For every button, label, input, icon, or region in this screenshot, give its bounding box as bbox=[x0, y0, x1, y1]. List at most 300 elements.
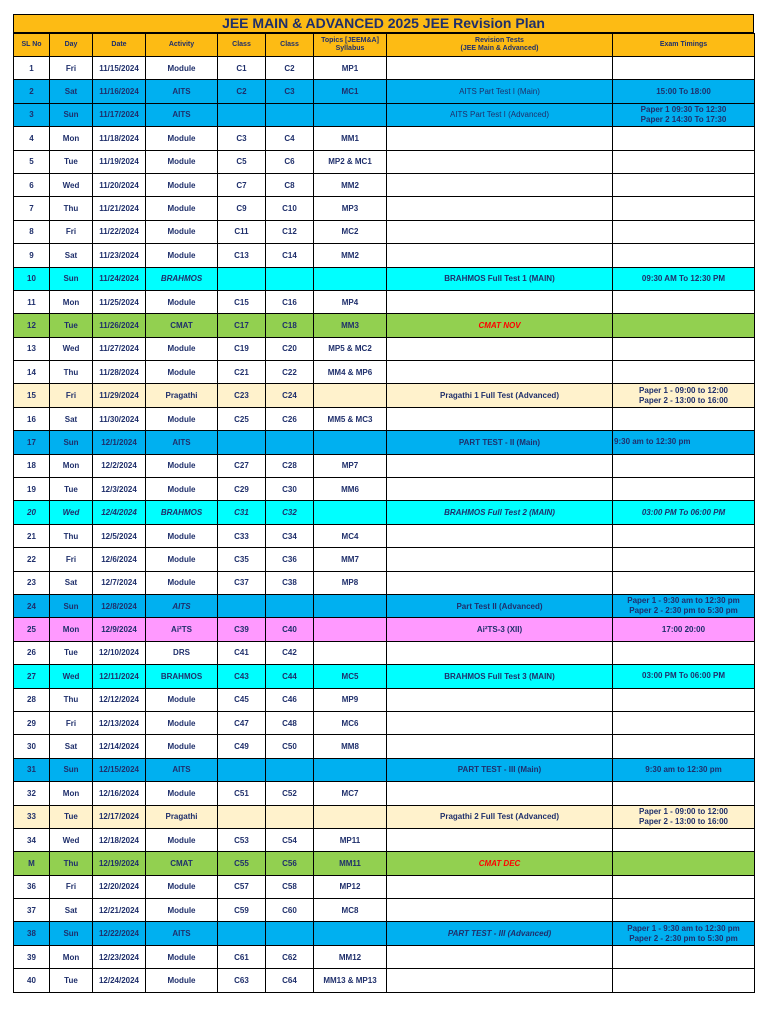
table-row bbox=[14, 524, 755, 547]
date-cell: 11/19/2024 bbox=[93, 150, 146, 173]
exam-timing-cell bbox=[613, 150, 755, 173]
activity-cell: Module bbox=[146, 150, 218, 173]
date-cell: 11/29/2024 bbox=[93, 384, 146, 407]
class-2-cell: C64 bbox=[266, 969, 314, 992]
date-cell: 12/3/2024 bbox=[93, 478, 146, 501]
activity-cell: AITS bbox=[146, 594, 218, 617]
topics-cell: MP9 bbox=[314, 688, 387, 711]
topics-cell: MM4 & MP6 bbox=[314, 361, 387, 384]
topics-cell bbox=[314, 431, 387, 454]
exam-timing-line-2: Paper 2 14:30 To 17:30 bbox=[640, 114, 727, 124]
topics-cell bbox=[314, 922, 387, 945]
exam-timing-line-1: 9:30 am to 12:30 pm bbox=[614, 437, 691, 447]
table-row bbox=[14, 384, 755, 407]
class-1-cell: C2 bbox=[218, 80, 266, 103]
class-1-cell bbox=[218, 267, 266, 290]
class-1-cell: C33 bbox=[218, 524, 266, 547]
sl-cell: 19 bbox=[14, 478, 50, 501]
activity-cell: BRAHMOS bbox=[146, 665, 218, 688]
topics-cell: MP2 & MC1 bbox=[314, 150, 387, 173]
revision-test-cell bbox=[387, 197, 613, 220]
class-2-cell bbox=[266, 594, 314, 617]
date-cell: 11/17/2024 bbox=[93, 103, 146, 126]
day-cell: Sat bbox=[50, 571, 93, 594]
revision-test-cell: BRAHMOS Full Test 1 (MAIN) bbox=[387, 267, 613, 290]
revision-test-cell: CMAT DEC bbox=[387, 852, 613, 875]
class-1-cell: C13 bbox=[218, 244, 266, 267]
exam-timing-cell bbox=[613, 407, 755, 430]
date-cell: 12/9/2024 bbox=[93, 618, 146, 641]
sl-cell: 38 bbox=[14, 922, 50, 945]
sl-cell: 10 bbox=[14, 267, 50, 290]
topics-cell: MP1 bbox=[314, 57, 387, 80]
class-1-cell: C25 bbox=[218, 407, 266, 430]
sl-cell: 21 bbox=[14, 524, 50, 547]
class-1-cell: C9 bbox=[218, 197, 266, 220]
exam-timing-line-1: Paper 1 09:30 To 12:30 bbox=[640, 104, 727, 114]
class-2-cell: C28 bbox=[266, 454, 314, 477]
class-2-cell: C36 bbox=[266, 548, 314, 571]
table-row bbox=[14, 478, 755, 501]
day-cell: Sun bbox=[50, 431, 93, 454]
exam-timing-cell bbox=[613, 688, 755, 711]
topics-cell: MC2 bbox=[314, 220, 387, 243]
date-cell: 12/8/2024 bbox=[93, 594, 146, 617]
activity-cell: Pragathi bbox=[146, 384, 218, 407]
table-row bbox=[14, 80, 755, 103]
header-revision-line1: Revision Tests bbox=[475, 37, 524, 44]
exam-timing-cell bbox=[613, 197, 755, 220]
date-cell: 11/23/2024 bbox=[93, 244, 146, 267]
day-cell: Thu bbox=[50, 688, 93, 711]
topics-cell: MC7 bbox=[314, 782, 387, 805]
table-row bbox=[14, 758, 755, 781]
day-cell: Fri bbox=[50, 711, 93, 734]
day-cell: Tue bbox=[50, 641, 93, 664]
exam-timing-cell bbox=[613, 758, 755, 781]
class-1-cell bbox=[218, 594, 266, 617]
date-cell: 12/4/2024 bbox=[93, 501, 146, 524]
topics-cell: MP5 & MC2 bbox=[314, 337, 387, 360]
class-1-cell: C21 bbox=[218, 361, 266, 384]
table-row bbox=[14, 688, 755, 711]
day-cell: Fri bbox=[50, 57, 93, 80]
revision-test-cell bbox=[387, 688, 613, 711]
date-cell: 12/14/2024 bbox=[93, 735, 146, 758]
revision-test-cell: BRAHMOS Full Test 3 (MAIN) bbox=[387, 665, 613, 688]
exam-timing-line-1: 03:00 PM To 06:00 PM bbox=[641, 507, 726, 517]
class-2-cell: C42 bbox=[266, 641, 314, 664]
class-1-cell: C39 bbox=[218, 618, 266, 641]
class-1-cell: C15 bbox=[218, 290, 266, 313]
sl-cell: 33 bbox=[14, 805, 50, 828]
exam-timing-cell bbox=[613, 244, 755, 267]
table-row bbox=[14, 852, 755, 875]
table-row bbox=[14, 103, 755, 126]
activity-cell: Ai²TS bbox=[146, 618, 218, 641]
topics-cell bbox=[314, 267, 387, 290]
topics-cell: MM11 bbox=[314, 852, 387, 875]
class-1-cell: C63 bbox=[218, 969, 266, 992]
sl-cell: 15 bbox=[14, 384, 50, 407]
class-1-cell: C7 bbox=[218, 173, 266, 196]
class-1-cell: C51 bbox=[218, 782, 266, 805]
table-row bbox=[14, 805, 755, 828]
day-cell: Fri bbox=[50, 875, 93, 898]
exam-timing-line-2: Paper 2 - 2:30 pm to 5:30 pm bbox=[629, 933, 738, 943]
class-2-cell bbox=[266, 758, 314, 781]
activity-cell: AITS bbox=[146, 80, 218, 103]
sl-cell: 28 bbox=[14, 688, 50, 711]
exam-timing-cell bbox=[613, 80, 755, 103]
activity-cell: Module bbox=[146, 782, 218, 805]
revision-test-cell bbox=[387, 945, 613, 968]
exam-timing-cell bbox=[613, 431, 755, 454]
class-2-cell: C48 bbox=[266, 711, 314, 734]
date-cell: 12/22/2024 bbox=[93, 922, 146, 945]
exam-timing-cell bbox=[613, 290, 755, 313]
day-cell: Sat bbox=[50, 899, 93, 922]
class-2-cell bbox=[266, 267, 314, 290]
exam-timing-cell bbox=[613, 899, 755, 922]
activity-cell: AITS bbox=[146, 922, 218, 945]
exam-timing-cell bbox=[613, 127, 755, 150]
topics-cell: MP4 bbox=[314, 290, 387, 313]
exam-timing-line-1: Paper 1 - 09:00 to 12:00 bbox=[639, 806, 728, 816]
date-cell: 12/13/2024 bbox=[93, 711, 146, 734]
revision-test-cell bbox=[387, 407, 613, 430]
exam-timing-cell bbox=[613, 875, 755, 898]
activity-cell: DRS bbox=[146, 641, 218, 664]
activity-cell: Module bbox=[146, 711, 218, 734]
sl-cell: 26 bbox=[14, 641, 50, 664]
sl-cell: 14 bbox=[14, 361, 50, 384]
activity-cell: Module bbox=[146, 244, 218, 267]
page-title: JEE MAIN & ADVANCED 2025 JEE Revision Plan bbox=[13, 14, 754, 33]
date-cell: 12/18/2024 bbox=[93, 828, 146, 851]
day-cell: Fri bbox=[50, 548, 93, 571]
revision-test-cell bbox=[387, 290, 613, 313]
sl-cell: 13 bbox=[14, 337, 50, 360]
topics-cell: MM13 & MP13 bbox=[314, 969, 387, 992]
exam-timing-cell bbox=[613, 922, 755, 945]
sl-cell: 3 bbox=[14, 103, 50, 126]
day-cell: Wed bbox=[50, 173, 93, 196]
class-2-cell: C46 bbox=[266, 688, 314, 711]
activity-cell: Module bbox=[146, 571, 218, 594]
header-topics-line1: Topics [JEEM&A] bbox=[321, 37, 379, 44]
day-cell: Wed bbox=[50, 828, 93, 851]
class-2-cell: C16 bbox=[266, 290, 314, 313]
exam-timing-cell bbox=[613, 220, 755, 243]
topics-cell: MM2 bbox=[314, 244, 387, 267]
date-cell: 11/25/2024 bbox=[93, 290, 146, 313]
activity-cell: Module bbox=[146, 337, 218, 360]
exam-timing-cell bbox=[613, 805, 755, 828]
class-2-cell bbox=[266, 922, 314, 945]
activity-cell: Module bbox=[146, 454, 218, 477]
table-row bbox=[14, 267, 755, 290]
activity-cell: CMAT bbox=[146, 852, 218, 875]
revision-test-cell: PART TEST - III (Main) bbox=[387, 758, 613, 781]
table-row bbox=[14, 127, 755, 150]
revision-test-cell bbox=[387, 524, 613, 547]
sl-cell: 18 bbox=[14, 454, 50, 477]
schedule-table bbox=[13, 33, 755, 993]
date-cell: 12/12/2024 bbox=[93, 688, 146, 711]
date-cell: 12/23/2024 bbox=[93, 945, 146, 968]
topics-cell: MM2 bbox=[314, 173, 387, 196]
revision-test-cell bbox=[387, 127, 613, 150]
date-cell: 12/17/2024 bbox=[93, 805, 146, 828]
topics-cell bbox=[314, 641, 387, 664]
sl-cell: 8 bbox=[14, 220, 50, 243]
class-2-cell: C58 bbox=[266, 875, 314, 898]
schedule-body bbox=[14, 57, 755, 993]
topics-cell: MC1 bbox=[314, 80, 387, 103]
sl-cell: 23 bbox=[14, 571, 50, 594]
exam-timing-cell bbox=[613, 524, 755, 547]
sl-cell: 27 bbox=[14, 665, 50, 688]
header-sl-no: SL No bbox=[14, 34, 50, 57]
day-cell: Mon bbox=[50, 290, 93, 313]
sl-cell: 29 bbox=[14, 711, 50, 734]
exam-timing-cell bbox=[613, 594, 755, 617]
activity-cell: Module bbox=[146, 361, 218, 384]
revision-test-cell bbox=[387, 641, 613, 664]
table-row bbox=[14, 641, 755, 664]
day-cell: Sat bbox=[50, 735, 93, 758]
sl-cell: 20 bbox=[14, 501, 50, 524]
exam-timing-cell bbox=[613, 945, 755, 968]
class-2-cell: C62 bbox=[266, 945, 314, 968]
topics-cell: MM3 bbox=[314, 314, 387, 337]
exam-timing-cell bbox=[613, 478, 755, 501]
activity-cell: Module bbox=[146, 969, 218, 992]
topics-cell: MC6 bbox=[314, 711, 387, 734]
revision-test-cell: BRAHMOS Full Test 2 (MAIN) bbox=[387, 501, 613, 524]
table-row bbox=[14, 711, 755, 734]
class-1-cell: C61 bbox=[218, 945, 266, 968]
class-2-cell: C54 bbox=[266, 828, 314, 851]
revision-test-cell bbox=[387, 478, 613, 501]
class-1-cell: C3 bbox=[218, 127, 266, 150]
exam-timing-line-2: Paper 2 - 2:30 pm to 5:30 pm bbox=[629, 606, 738, 616]
table-row bbox=[14, 899, 755, 922]
topics-cell: MP12 bbox=[314, 875, 387, 898]
exam-timing-cell bbox=[613, 665, 755, 688]
revision-test-cell: AITS Part Test I (Advanced) bbox=[387, 103, 613, 126]
class-2-cell: C10 bbox=[266, 197, 314, 220]
exam-timing-cell bbox=[613, 173, 755, 196]
topics-cell: MP3 bbox=[314, 197, 387, 220]
revision-test-cell: Pragathi 1 Full Test (Advanced) bbox=[387, 384, 613, 407]
sl-cell: 40 bbox=[14, 969, 50, 992]
table-row bbox=[14, 571, 755, 594]
class-2-cell: C18 bbox=[266, 314, 314, 337]
class-1-cell: C17 bbox=[218, 314, 266, 337]
class-1-cell: C55 bbox=[218, 852, 266, 875]
class-2-cell bbox=[266, 805, 314, 828]
sl-cell: 9 bbox=[14, 244, 50, 267]
exam-timing-line-2: Paper 2 - 13:00 to 16:00 bbox=[639, 395, 728, 405]
class-1-cell: C5 bbox=[218, 150, 266, 173]
activity-cell: Module bbox=[146, 688, 218, 711]
date-cell: 11/24/2024 bbox=[93, 267, 146, 290]
exam-timing-cell bbox=[613, 57, 755, 80]
table-row bbox=[14, 828, 755, 851]
class-1-cell bbox=[218, 805, 266, 828]
exam-timing-cell bbox=[613, 361, 755, 384]
revision-test-cell bbox=[387, 735, 613, 758]
sl-cell: 36 bbox=[14, 875, 50, 898]
revision-test-cell: PART TEST - III (Advanced) bbox=[387, 922, 613, 945]
exam-timing-cell bbox=[613, 337, 755, 360]
exam-timing-cell bbox=[613, 501, 755, 524]
activity-cell: Pragathi bbox=[146, 805, 218, 828]
day-cell: Wed bbox=[50, 665, 93, 688]
activity-cell: Module bbox=[146, 220, 218, 243]
date-cell: 12/16/2024 bbox=[93, 782, 146, 805]
revision-test-cell bbox=[387, 173, 613, 196]
exam-timing-line-1: 09:30 AM To 12:30 PM bbox=[641, 273, 726, 283]
exam-timing-cell bbox=[613, 384, 755, 407]
table-row bbox=[14, 57, 755, 80]
table-row bbox=[14, 337, 755, 360]
date-cell: 12/19/2024 bbox=[93, 852, 146, 875]
activity-cell: AITS bbox=[146, 758, 218, 781]
header-topics bbox=[314, 34, 387, 57]
sl-cell: 31 bbox=[14, 758, 50, 781]
topics-cell bbox=[314, 805, 387, 828]
class-2-cell: C40 bbox=[266, 618, 314, 641]
day-cell: Wed bbox=[50, 501, 93, 524]
activity-cell: Module bbox=[146, 173, 218, 196]
class-2-cell: C56 bbox=[266, 852, 314, 875]
day-cell: Mon bbox=[50, 618, 93, 641]
exam-timing-cell bbox=[613, 571, 755, 594]
sl-cell: 5 bbox=[14, 150, 50, 173]
activity-cell: Module bbox=[146, 57, 218, 80]
class-2-cell: C44 bbox=[266, 665, 314, 688]
sl-cell: 22 bbox=[14, 548, 50, 571]
activity-cell: AITS bbox=[146, 431, 218, 454]
class-1-cell: C57 bbox=[218, 875, 266, 898]
sl-cell: 39 bbox=[14, 945, 50, 968]
date-cell: 12/1/2024 bbox=[93, 431, 146, 454]
table-row bbox=[14, 197, 755, 220]
topics-cell bbox=[314, 384, 387, 407]
class-1-cell: C49 bbox=[218, 735, 266, 758]
class-2-cell: C32 bbox=[266, 501, 314, 524]
activity-cell: Module bbox=[146, 524, 218, 547]
table-row bbox=[14, 150, 755, 173]
topics-cell: MC8 bbox=[314, 899, 387, 922]
class-2-cell: C2 bbox=[266, 57, 314, 80]
topics-cell: MM7 bbox=[314, 548, 387, 571]
date-cell: 12/21/2024 bbox=[93, 899, 146, 922]
sl-cell: 37 bbox=[14, 899, 50, 922]
class-1-cell bbox=[218, 431, 266, 454]
revision-test-cell: Pragathi 2 Full Test (Advanced) bbox=[387, 805, 613, 828]
header-row bbox=[14, 34, 755, 57]
exam-timing-cell bbox=[613, 618, 755, 641]
revision-test-cell bbox=[387, 571, 613, 594]
topics-cell: MM1 bbox=[314, 127, 387, 150]
revision-test-cell bbox=[387, 220, 613, 243]
class-2-cell: C26 bbox=[266, 407, 314, 430]
activity-cell: BRAHMOS bbox=[146, 267, 218, 290]
day-cell: Mon bbox=[50, 127, 93, 150]
date-cell: 11/18/2024 bbox=[93, 127, 146, 150]
activity-cell: Module bbox=[146, 290, 218, 313]
exam-timing-cell bbox=[613, 314, 755, 337]
topics-cell bbox=[314, 758, 387, 781]
revision-test-cell: CMAT NOV bbox=[387, 314, 613, 337]
sl-cell: 11 bbox=[14, 290, 50, 313]
class-1-cell: C47 bbox=[218, 711, 266, 734]
exam-timing-cell bbox=[613, 267, 755, 290]
activity-cell: Module bbox=[146, 828, 218, 851]
day-cell: Sat bbox=[50, 244, 93, 267]
sl-cell: 30 bbox=[14, 735, 50, 758]
revision-test-cell bbox=[387, 361, 613, 384]
exam-timing-cell bbox=[613, 548, 755, 571]
class-1-cell: C19 bbox=[218, 337, 266, 360]
activity-cell: CMAT bbox=[146, 314, 218, 337]
class-1-cell: C11 bbox=[218, 220, 266, 243]
sl-cell: 6 bbox=[14, 173, 50, 196]
table-row bbox=[14, 407, 755, 430]
class-1-cell: C45 bbox=[218, 688, 266, 711]
sl-cell: 16 bbox=[14, 407, 50, 430]
class-1-cell: C29 bbox=[218, 478, 266, 501]
class-2-cell: C52 bbox=[266, 782, 314, 805]
exam-timing-line-1: 9:30 am to 12:30 pm bbox=[645, 764, 722, 774]
day-cell: Mon bbox=[50, 782, 93, 805]
topics-cell: MC4 bbox=[314, 524, 387, 547]
header-date: Date bbox=[93, 34, 146, 57]
table-row bbox=[14, 548, 755, 571]
day-cell: Mon bbox=[50, 454, 93, 477]
day-cell: Thu bbox=[50, 852, 93, 875]
class-2-cell: C34 bbox=[266, 524, 314, 547]
date-cell: 12/15/2024 bbox=[93, 758, 146, 781]
exam-timing-line-1: Paper 1 - 9:30 am to 12:30 pm bbox=[627, 923, 740, 933]
table-row bbox=[14, 431, 755, 454]
class-1-cell: C23 bbox=[218, 384, 266, 407]
date-cell: 11/28/2024 bbox=[93, 361, 146, 384]
day-cell: Sun bbox=[50, 594, 93, 617]
date-cell: 12/6/2024 bbox=[93, 548, 146, 571]
revision-test-cell bbox=[387, 244, 613, 267]
class-1-cell: C27 bbox=[218, 454, 266, 477]
date-cell: 11/15/2024 bbox=[93, 57, 146, 80]
exam-timing-line-1: 03:00 PM To 06:00 PM bbox=[642, 671, 725, 681]
date-cell: 11/22/2024 bbox=[93, 220, 146, 243]
exam-timing-cell bbox=[613, 782, 755, 805]
sl-cell: 4 bbox=[14, 127, 50, 150]
topics-cell bbox=[314, 501, 387, 524]
exam-timing-cell bbox=[613, 969, 755, 992]
date-cell: 12/2/2024 bbox=[93, 454, 146, 477]
table-row bbox=[14, 618, 755, 641]
sl-cell: 25 bbox=[14, 618, 50, 641]
day-cell: Sat bbox=[50, 80, 93, 103]
class-2-cell: C22 bbox=[266, 361, 314, 384]
day-cell: Sat bbox=[50, 407, 93, 430]
class-2-cell: C60 bbox=[266, 899, 314, 922]
